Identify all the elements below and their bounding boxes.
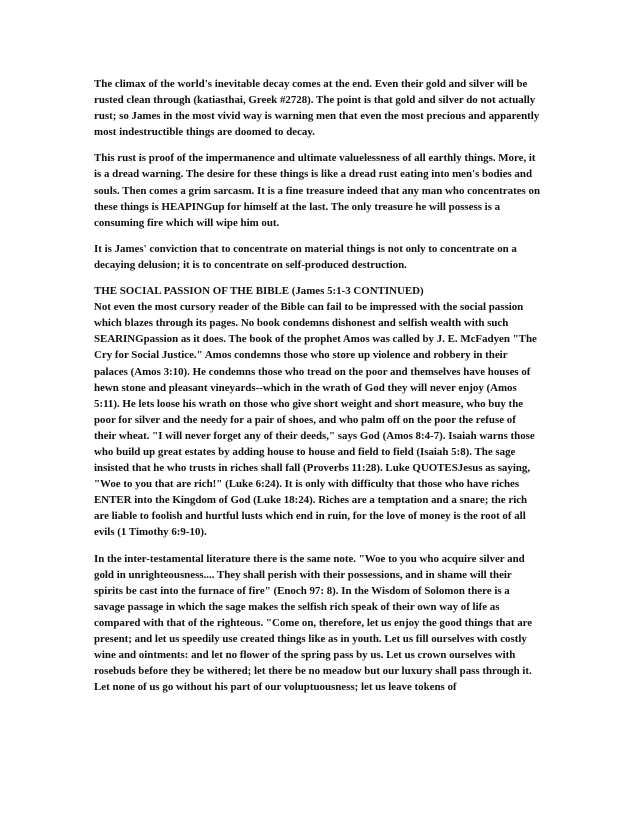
paragraph-inter-testamental: In the inter-testamental literature there is the same note. "Woe to you who acquire silver and gold in unrighteousness.... They shall perish with their possessions, and in shame will their spirits be cast into the furnace of fire" (Enoch 97: 8). In the Wisdom of Solomon there is a savage passage in which the sage makes the selfish rich speak of their own way of life as compared with that of the righteous. "Come on, therefore, let us enjoy the good things that are present; and let us speedily use created things like as in youth. Let us fill ourselves with costly wine and ointments: and let no flower of the spring pass by us. Let us crown ourselves with rosebuds before they be withered; let there be no meadow but our luxury shall pass through it. Let none of us go without his part of our voluptuousness; let us leave tokens of xyxy=(94,552,533,694)
section-heading: THE SOCIAL PASSION OF THE BIBLE (James 5:1-3 CONTINUED) xyxy=(94,285,424,298)
paragraph-decay: The climax of the world's inevitable decay comes at the end. Even their gold and silver will be rusted clean through (katiasthai, Greek #2728). The point is that gold and silver do not actually rust; so James in the most vivid way is warning men that even the most precious and apparently most indestructible things are doomed to decay. xyxy=(94,78,540,139)
document-page xyxy=(94,76,540,705)
paragraph-social-passion: Not even the most cursory reader of the Bible can fail to be impressed with the social passion which blazes through its pages. No book condemns dishonest and selfish wealth with such SEARINGpassion as it does. The book of the prophet Amos was called by J. E. McFadyen "The Cry for Social Justice." Amos condemns those who store up violence and robbery in their palaces (Amos 3:10). He condemns those who tread on the poor and themselves have houses of hewn stone and pleasant vineyards--which in the wrath of God they will never enjoy (Amos 5:11). He lets loose his wrath on those who give short weight and short measure, who buy the poor for silver and the needy for a pair of shoes, and who palm off on the poor the refuse of their wheat. "I will never forget any of their deeds," says God (Amos 8:4-7). Isaiah warns those who build up great estates by adding house to house and field to field (Isaiah 5:8). The sage insisted that he who trusts in riches shall fall (Proverbs 11:28). Luke QUOTESJesus as saying, "Woe to you that are rich!" (Luke 6:24). It is only with difficulty that those who have riches ENTER into the Kingdom of God (Luke 18:24). Riches are a temptation and a snare; the rich are liable to foolish and hurtful lusts which end in ruin, for the love of money is the root of all evils (1 Timothy 6:9-10). xyxy=(94,301,537,539)
section-social-passion xyxy=(94,283,540,541)
paragraph-conviction: It is James' conviction that to concentrate on material things is not only to concentrate on a decaying delusion; it is to concentrate on self-produced destruction. xyxy=(94,242,517,271)
paragraph-rust: This rust is proof of the impermanence and ultimate valuelessness of all earthly things. More, it is a dread warning. The desire for these things is like a dread rust eating into men's bodies and souls. Then comes a grim sarcasm. It is a fine treasure indeed that any man who concentrates on these things is HEAPINGup for himself at the last. The only treasure he will possess is a consuming fire which will wipe him out. xyxy=(94,152,541,229)
